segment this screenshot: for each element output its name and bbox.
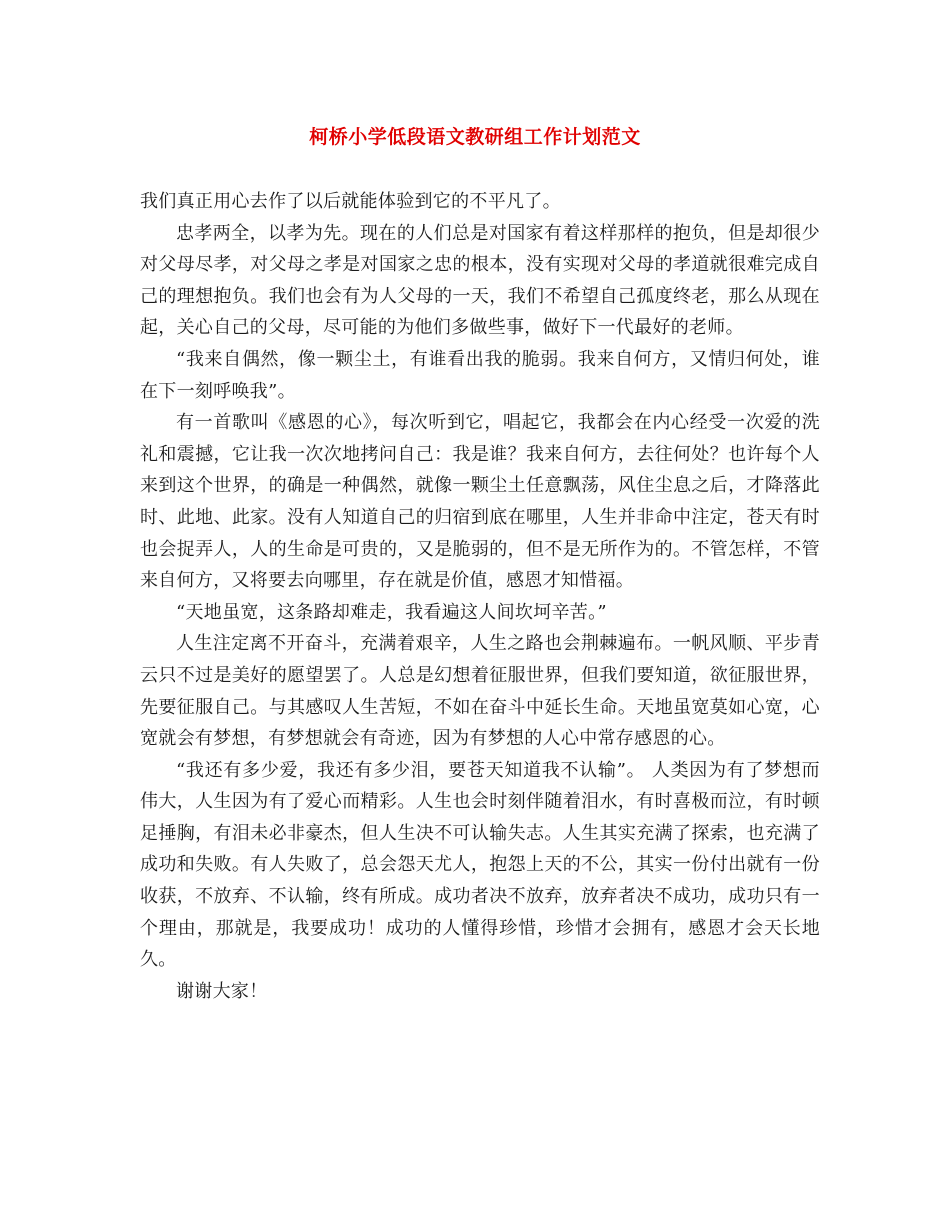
document-body — [140, 186, 820, 1007]
paragraph: 我们真正用心去作了以后就能体验到它的不平凡了。 — [140, 191, 561, 212]
paragraph: 有一首歌叫《感恩的心》，每次听到它，唱起它，我都会在内心经受一次爱的洗礼和震撼，它让我一次次地拷问自己：我是谁？我来自何方，去往何处？也许每个人来到这个世界，的确是一种偶然，就像一颗尘土任意飘荡，风住尘息之后，才降落此时、此地、此家。没有人知道自己的归宿到底在哪里，人生并非命中注定，苍天有时也会捉弄人，人的生命是可贵的，又是脆弱的，但不是无所作为的。不管怎样，不管来自何方，又将要去向哪里，存在就是价值，感恩才知惜福。 — [140, 412, 820, 592]
paragraph: 人生注定离不开奋斗，充满着艰辛，人生之路也会荆棘遍布。一帆风顺、平步青云只不过是美好的愿望罢了。人总是幻想着征服世界，但我们要知道，欲征服世界，先要征服自己。与其感叹人生苦短，不如在奋斗中延长生命。天地虽宽莫如心宽，心宽就会有梦想，有梦想就会有奇迹，因为有梦想的人心中常存感恩的心。 — [140, 633, 820, 750]
paragraph: “天地虽宽，这条路却难走，我看遍这人间坎坷辛苦。” — [176, 601, 607, 623]
paragraph: “我还有多少爱，我还有多少泪，要苍天知道我不认输”。 人类因为有了梦想而伟大，人生因为有了爱心而精彩。人生也会时刻伴随着泪水，有时喜极而泣，有时顿足捶胸，有泪未必非豪杰，但人生决不可认输失志。人生其实充满了探索，也充满了成功和失败。有人失败了，总会怨天尤人，抱怨上天的不公，其实一份付出就有一份收获，不放弃、不认输，终有所成。成功者决不放弃，放弃者决不成功，成功只有一个理由，那就是，我要成功！成功的人懂得珍惜，珍惜才会拥有，感恩才会天长地久。 — [140, 759, 820, 971]
paragraph: “我来自偶然，像一颗尘土，有谁看出我的脆弱。我来自何方，又情归何处，谁在下一刻呼唤我”。 — [140, 348, 820, 402]
document-title: 柯桥小学低段语文教研组工作计划范文 — [309, 126, 641, 148]
paragraph: 谢谢大家！ — [176, 980, 268, 1002]
paragraph: 忠孝两全，以孝为先。现在的人们总是对国家有着这样那样的抱负，但是却很少对父母尽孝，对父母之孝是对国家之忠的根本，没有实现对父母的孝道就很难完成自己的理想抱负。我们也会有为人父母的一天，我们不希望自己孤度终老，那么从现在起，关心自己的父母，尽可能的为他们多做些事，做好下一代最好的老师。 — [140, 222, 820, 339]
